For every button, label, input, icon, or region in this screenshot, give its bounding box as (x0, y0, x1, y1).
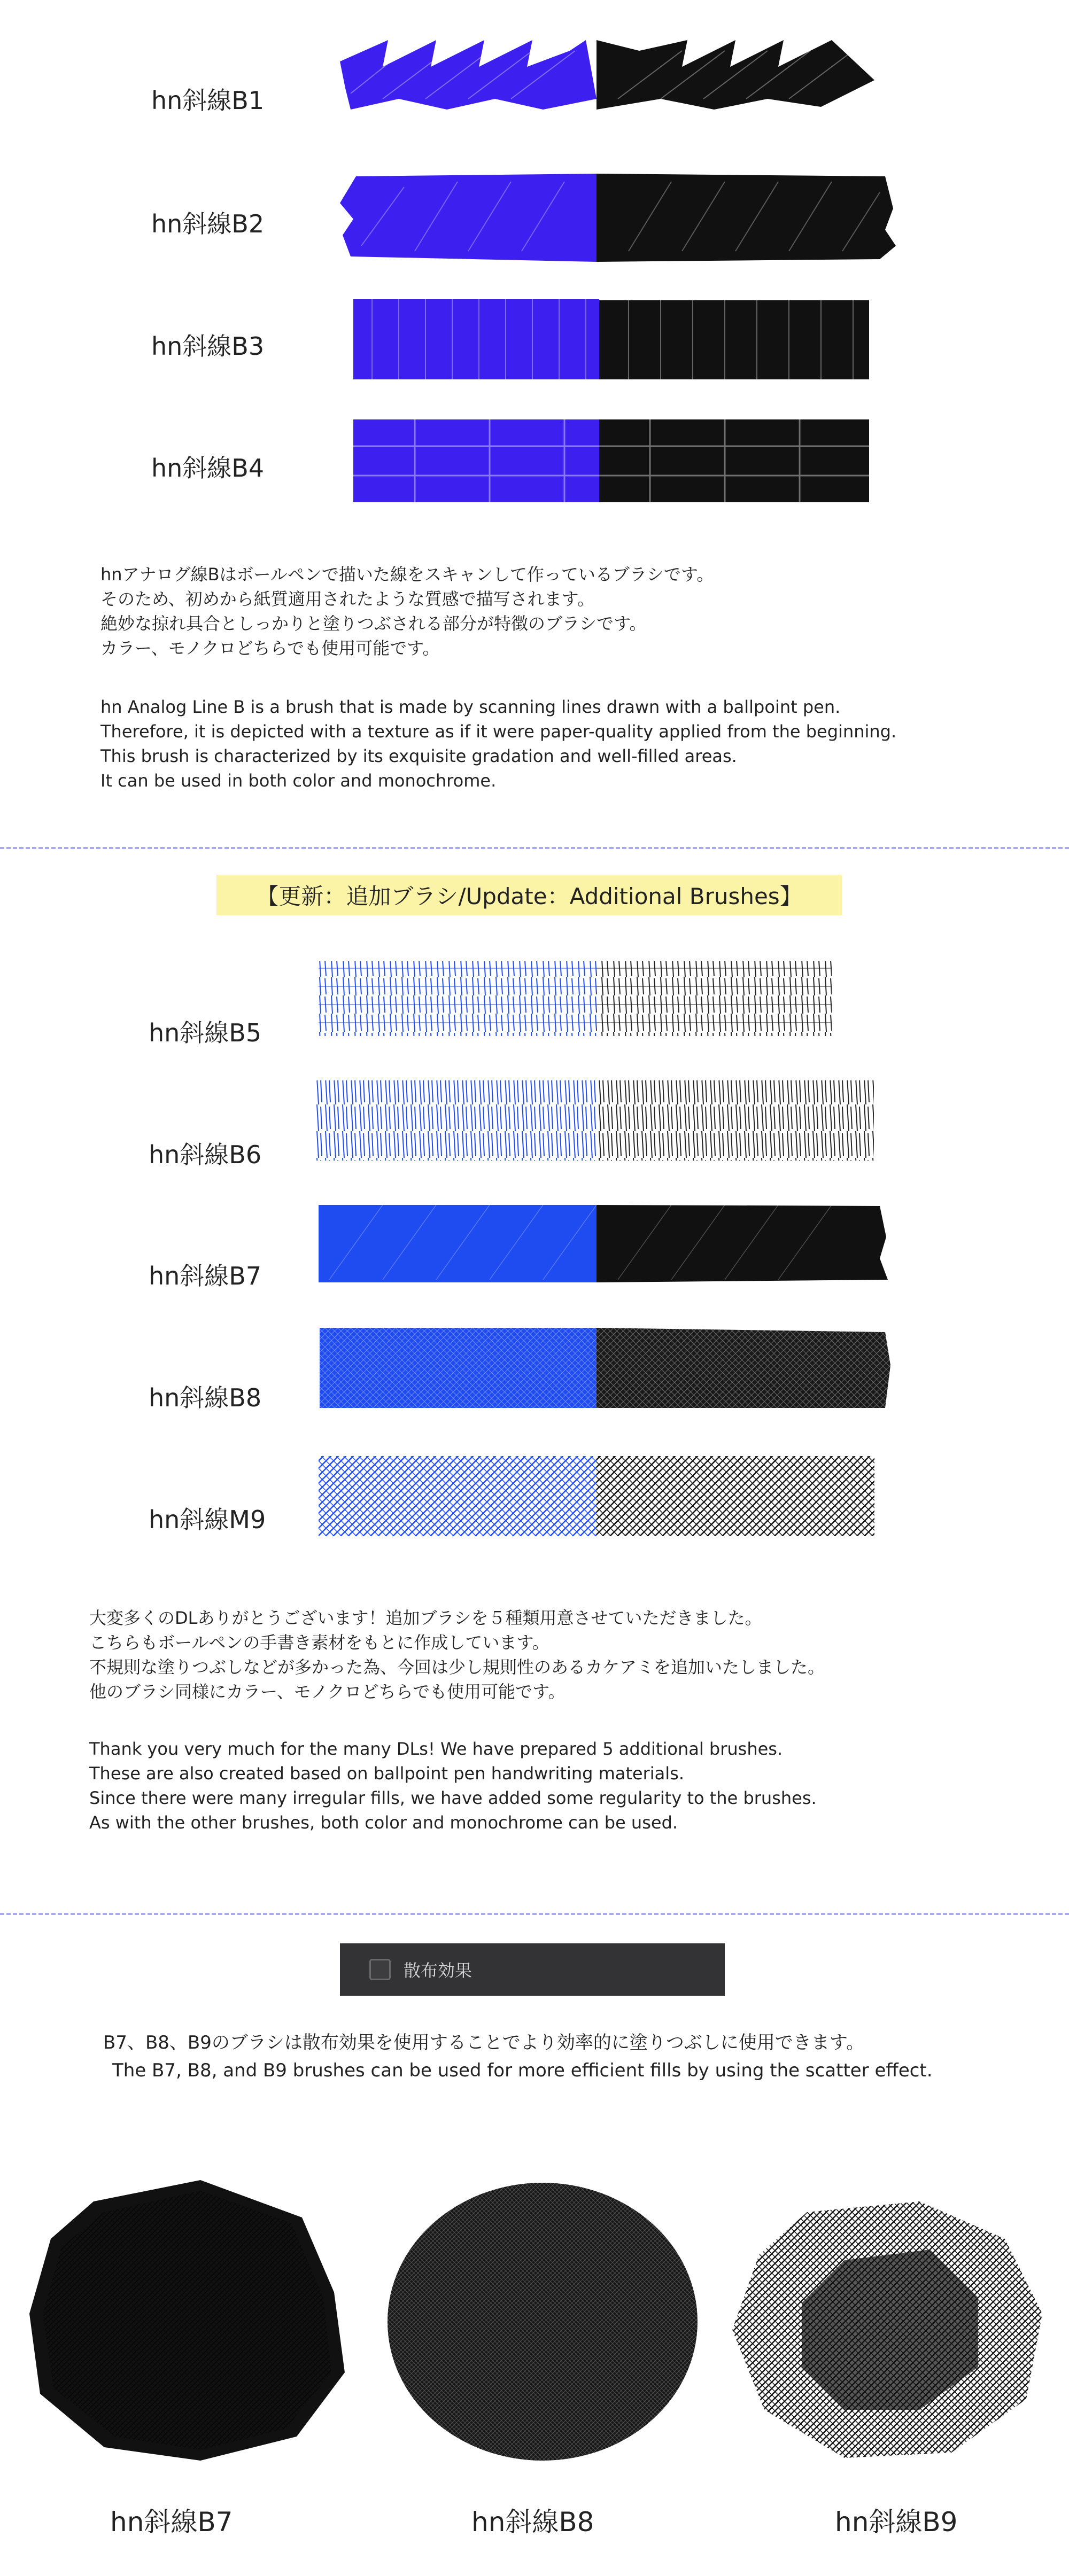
scatter-effect-panel (340, 1943, 725, 1996)
brush-stroke-sample (319, 1328, 893, 1411)
text-line: 他のブラシ同様にカラー、モノクロどちらでも使用可能です。 (89, 1682, 566, 1702)
text-line: Therefore, it is depicted with a texture as if it were paper-quality applied from the beginning. (100, 721, 897, 742)
text-line: Thank you very much for the many DLs! We have prepared 5 additional brushes. (89, 1739, 783, 1759)
text-line: hnアナログ線Bはボールペンで描いた線をスキャンして作っているブラシです。 (100, 564, 714, 585)
text-line: It can be used in both color and monochrome. (100, 771, 497, 791)
scatter-sample-b8 (379, 2175, 706, 2466)
update-banner: 【更新：追加ブラシ/Update：Additional Brushes】 (216, 875, 842, 915)
brush-label: hn斜線B4 (151, 454, 265, 482)
brush-label: hn斜線B2 (151, 209, 265, 238)
brush-label: hn斜線B1 (151, 86, 265, 115)
brush-stroke-sample (340, 29, 885, 118)
text-line: カラー、モノクロどちらでも使用可能です。 (100, 638, 440, 658)
scatter-label-b7: hn斜線B7 (110, 2507, 233, 2538)
scatter-effect-checkbox[interactable] (369, 1959, 391, 1980)
brush-label: hn斜線B6 (149, 1140, 262, 1169)
text-line: こちらもボールペンの手書き素材をもとに作成しています。 (89, 1632, 549, 1653)
brush-label: hn斜線B5 (149, 1018, 262, 1047)
text-line: Since there were many irregular fills, we have added some regularity to the brushes. (89, 1788, 817, 1808)
brush-label: hn斜線B7 (149, 1262, 262, 1290)
brush-stroke-sample (315, 1078, 877, 1163)
brush-label: hn斜線M9 (149, 1505, 266, 1534)
brush-stroke-sample (340, 166, 896, 267)
text-line: そのため、初めから紙質適用されたような質感で描写されます。 (100, 589, 595, 609)
text-line: 不規則な塗りつぶしなどが多かった為、今回は少し規則性のあるカケアミを追加いたしました。 (89, 1657, 825, 1677)
brush-stroke-sample (351, 294, 874, 385)
brush-stroke-sample (319, 1453, 877, 1539)
text-line: This brush is characterized by its exquisite gradation and well-filled areas. (100, 746, 737, 766)
text-line: 絶妙な掠れ具合としっかりと塗りつぶされる部分が特徴のブラシです。 (100, 613, 647, 634)
text-line: These are also created based on ballpoint pen handwriting materials. (89, 1763, 684, 1784)
scatter-label-b8: hn斜線B8 (471, 2507, 594, 2538)
scatter-label-b9: hn斜線B9 (835, 2507, 958, 2538)
description-en (100, 695, 896, 793)
text-line: 大変多くのDLありがとうございます！追加ブラシを５種類用意させていただきました。 (89, 1608, 762, 1628)
scatter-note-en: The B7, B8, and B9 brushes can be used for more efficient fills by using the scatter effect. (112, 2060, 933, 2081)
section-divider (0, 847, 1069, 849)
scatter-note-jp: B7、B8、B9のブラシは散布効果を使用することでより効率的に塗りつぶしに使用できます。 (103, 2032, 865, 2053)
scatter-sample-b9 (727, 2196, 1048, 2463)
description-jp (100, 562, 714, 660)
brush-label: hn斜線B8 (149, 1383, 262, 1412)
scatter-sample-b7 (24, 2169, 350, 2469)
text-line: hn Analog Line B is a brush that is made by scanning lines drawn with a ballpoint pen. (100, 697, 841, 717)
update-description-jp (89, 1606, 825, 1704)
text-line: As with the other brushes, both color and monochrome can be used. (89, 1812, 678, 1833)
scatter-effect-label: 散布効果 (404, 1960, 472, 1981)
brush-label: hn斜線B3 (151, 332, 265, 361)
brush-stroke-sample (319, 959, 834, 1039)
brush-stroke-sample (319, 1205, 890, 1285)
update-description-en (89, 1737, 817, 1835)
brush-stroke-sample (351, 414, 874, 508)
section-divider (0, 1913, 1069, 1915)
